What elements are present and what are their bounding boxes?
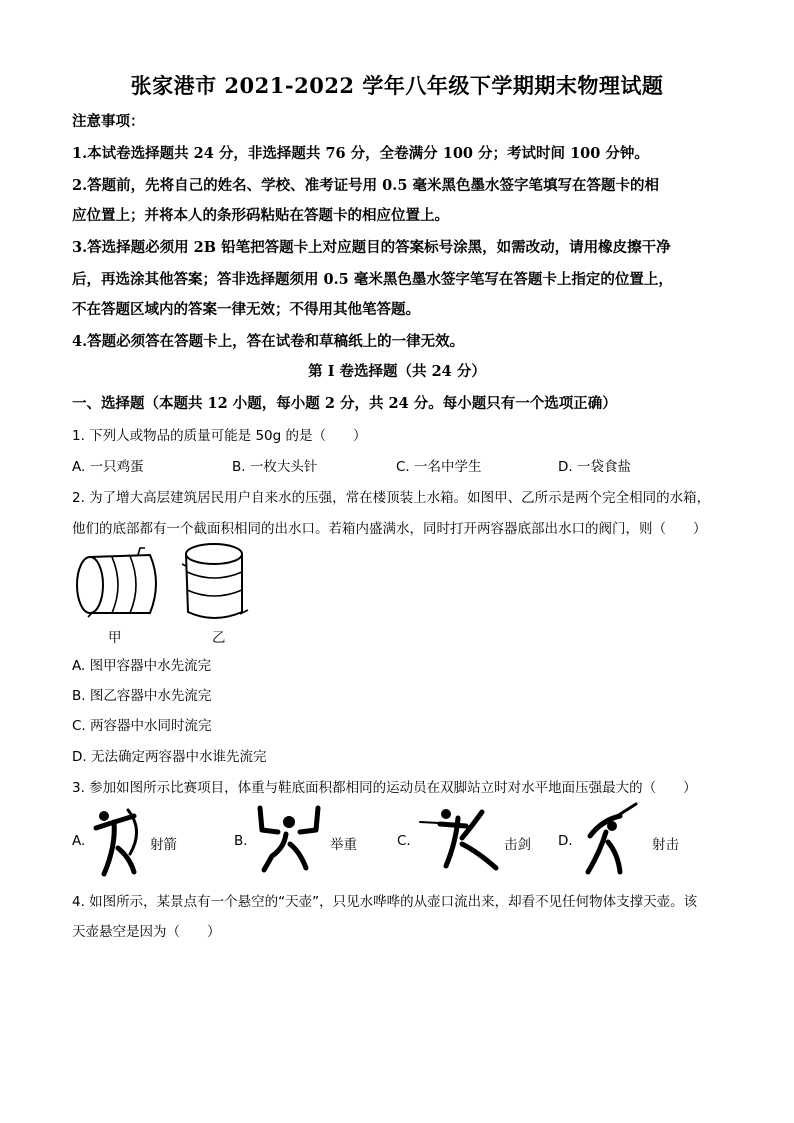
q3-option-d-label: 射击 [652,837,679,853]
notice-item-3-line-1: 3.答选择题必须用 2B 铅笔把答题卡上对应题目的答案标号涂黑，如需改动，请用橡皮擦干净 [72,239,671,256]
q2-option-b: B. 图乙容器中水先流完 [72,688,212,704]
q1-option-a: A. 一只鸡蛋 [72,459,144,475]
notice-heading: 注意事项： [72,113,145,130]
q3-stem: 3. 参加如图所示比赛项目，体重与鞋底面积都相同的运动员在双脚站立时对水平地面压强最大的（ ） [72,780,697,796]
q3-option-b-letter: B. [234,833,248,849]
notice-item-2-line-1: 2.答题前，先将自己的姓名、学校、准考证号用 0.5 毫米黑色墨水签字笔填写在答题卡的相 [72,177,659,194]
part-1-title: 第 I 卷选择题（共 24 分） [308,363,486,380]
q2-option-d: D. 无法确定两容器中水谁先流完 [72,749,267,765]
q4-stem-line-1: 4. 如图所示，某景点有一个悬空的“天壶”，只见水哗哗的从壶口流出来，却看不见任何物体支撑天壶。该 [72,894,698,910]
q1-option-d: D. 一袋食盐 [558,459,631,475]
fencing-pictogram-icon [418,808,502,872]
weightlifting-pictogram-icon [254,804,324,878]
q2-stem-line-2: 他们的底部都有一个截面积相同的出水口。若箱内盛满水，同时打开两容器底部出水口的阀门，则（ ） [72,521,707,537]
q2-option-c: C. 两容器中水同时流完 [72,718,212,734]
q3-option-a-label: 射箭 [150,837,177,853]
q3-option-a-letter: A. [72,833,86,849]
notice-item-2-line-2: 应位置上；并将本人的条形码粘贴在答题卡的相应位置上。 [72,207,449,224]
notice-item-1: 1.本试卷选择题共 24 分，非选择题共 76 分，全卷满分 100 分；考试时间 100 分钟。 [72,145,649,162]
q2-stem-line-1: 2. 为了增大高层建筑居民用户自来水的压强，常在楼顶装上水箱。如图甲、乙所示是两个完全相同的水箱， [72,490,711,506]
q3-option-c-letter: C. [397,833,411,849]
archery-pictogram-icon [90,806,148,878]
figure-label-yi: 乙 [212,630,226,646]
q2-option-a: A. 图甲容器中水先流完 [72,658,212,674]
q3-option-c-label: 击剑 [504,837,531,853]
shooting-pictogram-icon [578,802,640,876]
water-tank-horizontal-figure [72,545,167,625]
q3-option-b-label: 举重 [330,837,357,853]
q1-option-c: C. 一名中学生 [396,459,482,475]
figure-label-jia: 甲 [108,630,122,646]
notice-item-3-line-2: 后，再选涂其他答案；答非选择题须用 0.5 毫米黑色墨水签字笔写在答题卡上指定的位置上， [72,271,673,288]
q4-stem-line-2: 天壶悬空是因为（ ） [72,924,221,940]
notice-item-4: 4.答题必须答在答题卡上，答在试卷和草稿纸上的一律无效。 [72,333,465,350]
section-1-title: 一、选择题（本题共 12 小题，每小题 2 分，共 24 分。每小题只有一个选项正确） [72,395,617,412]
q1-stem: 1. 下列人或物品的质量可能是 50g 的是（ ） [72,428,367,444]
q3-option-d-letter: D. [558,833,573,849]
notice-item-3-line-3: 不在答题区域内的答案一律无效；不得用其他笔答题。 [72,301,420,318]
q1-option-b: B. 一枚大头针 [232,459,318,475]
exam-title: 张家港市 2021-2022 学年八年级下学期期末物理试题 [130,73,664,98]
water-tank-vertical-figure [176,540,256,625]
